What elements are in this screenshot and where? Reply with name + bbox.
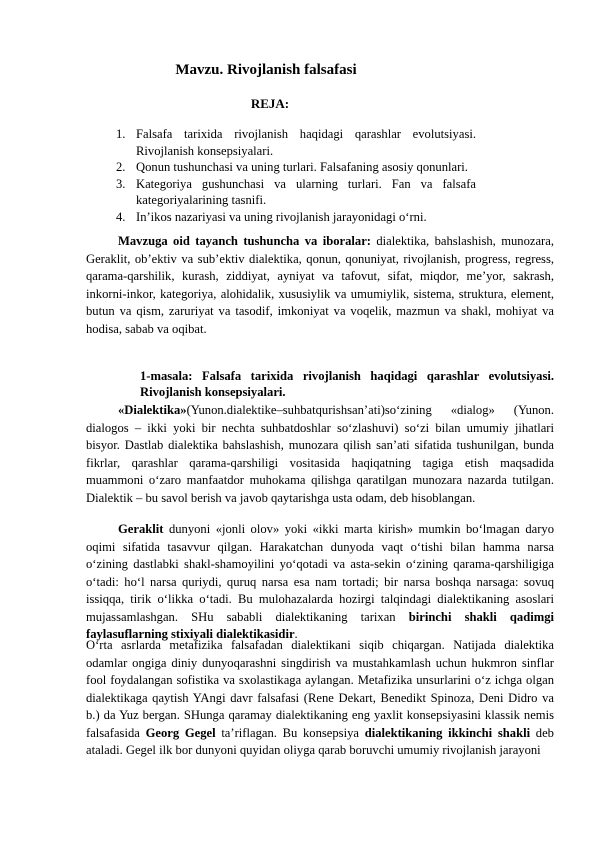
plan-item: 1. Falsafa tarixida rivojlanish haqidagi qarashlar evolutsiyasi. Rivojlanish konsepsiyalari. xyxy=(116,127,476,158)
plan-item: 2. Qonun tushunchasi va uning turlari. Falsafaning asosiy qonunlari. xyxy=(116,160,468,174)
task-heading: 1-masala: Falsafa tarixida rivojlanish haqidagi qarashlar evolutsiyasi. Rivojlanish konsepsiyalari. xyxy=(140,369,554,399)
plan-item: 4. In’ikos nazariyasi va uning rivojlanish jarayonidagi o‘rni. xyxy=(116,209,427,224)
plan-item: 3. Kategoriya gushunchasi va ularning turlari. Fan va falsafa kategoriyalarining tasnifi. xyxy=(116,176,476,207)
geraklit-paragraph: Geraklit dunyoni «jonli olov» yoki «ikki marta kirish» mumkin bo‘lmagan daryo oqimi sifatida tasavvur qilgan. Harakatchan dunyoda vaqt o‘tishi bilan hamma narsa o‘zining dastlabki shakl-shamoyilini yo‘qotadi va asta-sekin o‘zining qarama-qarshiligiga o‘tadi: ho‘l narsa quriydi, quruq narsa esa nam tortadi; bir narsa boshqa narsaga: sovuq issiqqa, tirik o‘likka o‘tadi. Bu mulohazalarda hozirgi talqindagi dialektikaning asoslari mujassamlashgan. SHu sababli dialektikaning tarixan birinchi shakli qadimgi faylasuflarning stixiyali dialektikasidir. xyxy=(86,522,555,641)
plan-heading: REJA: xyxy=(250,96,290,111)
page-title: Mavzu. Rivojlanish falsafasi xyxy=(175,62,357,78)
dialektika-paragraph: «Dialektika»(Yunon.dialektike–suhbatqurishsan’ati)so‘zining «dialog» (Yunon. dialogos – ikki yoki bir nechta suhbatdoshlar so‘zlashuvi) so‘zi bilan umumiy jihatlari bisyor. Dastlab dialektika bahslashish, munozara qilish san’ati sifatida tushunilgan, bunda fikrlar, qarashlar qarama-qarshiligi vositasida haqiqatning tagiga etish maqsadida muammoni o‘zaro manfaatdor muhokama qilishga qaratilgan munozara nazarda tutilgan. Dialektik – bu savol berish va javob qaytarishga usta odam, deb hisoblangan. xyxy=(86,403,554,505)
metafizika-paragraph: O‘rta asrlarda metafizika falsafadan dialektikani siqib chiqargan. Natijada dialektika odamlar ongiga diniy dunyoqarashni singdirish va mustahkamlash uchun hukmron sinflar fool foydalangan sofistika va sxolastikaga aylangan. Metafizika unsurlarini o‘z ichga olgan dialektikaga qaytish YAngi davr falsafasi (Rene Dekart, Benedikt Spinoza, Deni Didro va b.) da Yuz bergan. SHunga qaramay dialektikaning eng yaxlit konsepsiyasini klassik nemis falsafasida Georg Gegel ta’riflagan. Bu konsepsiya dialektikaning ikkinchi shakli deb ataladi. Gegel ilk bor dunyoni quyidan oliyga qarab boruvchi umumiy rivojlanish jarayoni xyxy=(86,638,554,757)
keywords-paragraph: Mavzuga oid tayanch tushuncha va iboralar: dialektika, bahslashish, munozara, Geraklit, ob’ektiv va sub’ektiv dialektika, qonun, qonuniyat, rivojlanish, progress, regress, qarama-qarshilik, kurash, ziddiyat, ayniyat va tafovut, sifat, miqdor, me’yor, sakrash, inkorni-inkor, kategoriya, alohidalik, xususiylik va umumiylik, sistema, struktura, element, butun va qism, zaruriyat va tasodif, imkoniyat va voqelik, mazmun va shakl, mohiyat va hodisa, sabab va oqibat. xyxy=(86,234,554,336)
plan-list xyxy=(116,126,476,225)
